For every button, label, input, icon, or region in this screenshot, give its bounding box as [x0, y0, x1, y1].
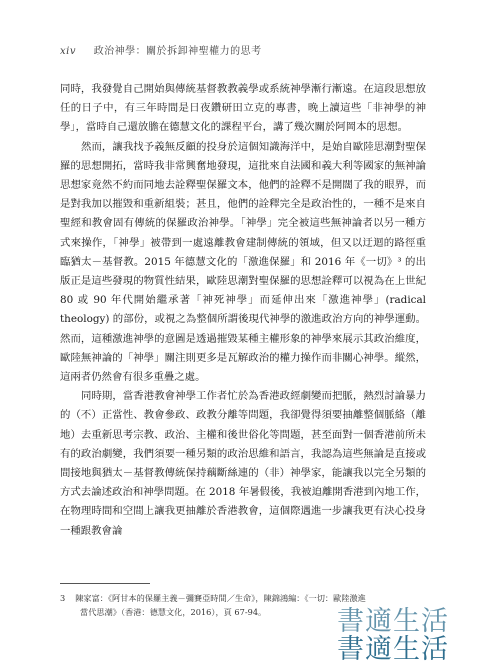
- running-title: 政治神學：關於拆卸神聖權力的思考: [93, 46, 262, 57]
- running-header: [60, 42, 262, 57]
- watermark-text-top: 書適生活: [337, 606, 449, 637]
- paragraph-3: 同時期，當香港教會神學工作者忙於為香港政經劇變而把脈，熱烈討論暴力的（不）正當性、教會參政、政教分離等問題，我卻覺得須要抽離整個脈絡（離地）去重新思考宗教、政治、主權和後世俗化等問題，甚至面對一個香港前所未有的政治劇變，我們須要一種另類的政治思維和語言，我認為這些無論是直接或間接地與猶太－基督教傳統保持藕斷絲連的（非）神學家，能讓我以完全另類的方式去論述政治和神學問題。在 2018 年暑假後，我被迫離開香港到內地工作，在物理時間和空間上讓我更抽離於香港教會，這個際遇進一步讓我更有決心投身一種跟教會論: [60, 390, 426, 537]
- paragraph-1: 同時，我發覺自己開始與傳統基督教教義學或系統神學漸行漸遠。在這段思想放任的日子中，有三年時間是日夜鑽研田立克的專書，晚上讀這些「非神學的神學」，當時自己還放膽在德慧文化的課程平台，講了幾次關於阿岡本的思想。: [60, 83, 426, 134]
- body-text: [60, 80, 426, 541]
- watermark-logo: [337, 608, 449, 664]
- page-number: xiv: [60, 46, 76, 57]
- footnote-line-2: 當代思潮》（香港：德慧文化，2016），頁 67-94。: [80, 607, 267, 617]
- paragraph-2: 然而，讓我找予義無反顧的投身於這個知識海洋中，是始自歐陸思潮對聖保羅的思想開拓，當時我非常興奮地發現，這批來自法國和義大利等國家的無神論思想家竟然不約而同地去詮釋聖保羅文本，他們的詮釋不是開闊了我的眼界，而是對我加以摧毀和重新組裝；甚且，他們的詮釋完全是政治性的，一種不是來自聖經和教會固有傳統的保羅政治神學。「神學」完全被這些無神論者以另一種方式來操作，「神學」被帶到一處遠離教會建制傳統的領域，但又以迂迴的路徑重臨猶太－基督教。2015 年德慧文化的「激進保羅」和 2016 年《一切》³ 的出版正是這些發現的物質性結果，歐陸思潮對聖保羅的思想詮釋可以視為在上世紀 80 或 90 年代開始繼承著「神死神學」而延伸出來「激進神學」(radical theology) 的部份，或視之為整個所謂後現代神學的激進政治方向的神學運動。然而，這種激進神學的意圖是透過摧毀某種主權形象的神學來展示其政治維度，歐陸無神論的「神學」關注則更多是瓦解政治的權力操作而非關心神學。縱然，這兩者仍然會有很多重疊之處。: [60, 140, 426, 384]
- footnote-number: 3: [60, 593, 66, 603]
- footnote-line-1: 陳家富：《阿甘本的保羅主義－彌賽亞時間／生命》，陳錦鴻編：《一切：歐陸激進: [75, 593, 366, 603]
- watermark-text-bottom: 書適生活: [337, 634, 449, 665]
- footnote-rule: [60, 583, 150, 584]
